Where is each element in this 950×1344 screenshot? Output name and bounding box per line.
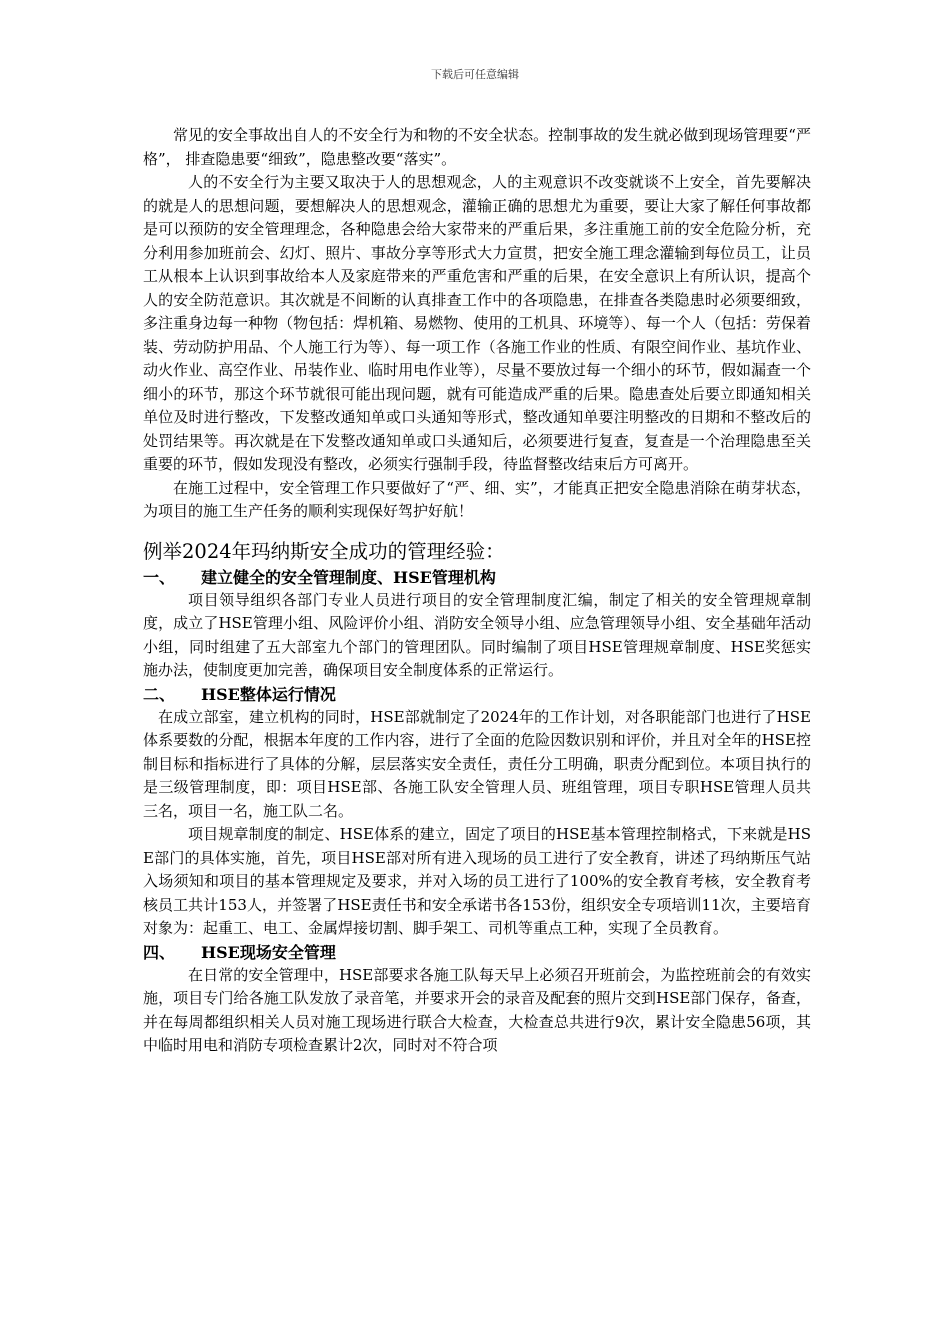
section-title: HSE现场安全管理: [201, 942, 336, 962]
section-number: 四、: [143, 942, 176, 962]
paragraph-intro: 常见的安全事故出自人的不安全行为和物的不安全状态。控制事故的发生就必做到现场管理要“严格”， 排查隐患要“细致”，隐患整改要“落实”。: [143, 126, 811, 168]
page-header: 下载后可任意编辑: [431, 68, 519, 81]
section-number: 二、: [143, 684, 176, 704]
paragraph-thinking: 人的不安全行为主要又取决于人的思想观念，人的主观意识不改变就谈不上安全，首先要解决的就是人的思想问题，要想解决人的思想观念，灌输正确的思想尤为重要，要让大家了解任何事故都是可以预防的安全管理理念，各种隐患会给大家带来的严重后果，多注重施工前的安全危险分析，充分利用参加班前会、幻灯、照片、事故分享等形式大力宣贯，把安全施工理念灌输到每位员工，让员工从根本上认识到事故给本人及家庭带来的严重危害和严重的后果，在安全意识上有所认识，提高个人的安全防范意识。其次就是不间断的认真排查工作中的各项隐患，在排查各类隐患时必须要细致，多注重身边每一种物（物包括：焊机箱、易燃物、使用的工机具、环境等）、每一个人（包括：劳保着装、劳动防护用品、个人施工行为等）、每一项工作（各施工作业的性质、有限空间作业、基坑作业、动火作业、高空作业、吊装作业、临时用电作业等），尽量不要放过每一个细小的环节，假如漏查一个细小的环节，那这个环节就很可能出现问题，就有可能造成严重的后果。隐患查处后要立即通知相关单位及时进行整改，下发整改通知单或口头通知等形式，整改通知单要注明整改的日期和不整改后的处罚结果等。再次就是在下发整改通知单或口头通知后，必须要进行复查，复查是一个治理隐患至关重要的环节，假如发现没有整改，必须实行强制手段，待监督整改结束后方可离开。: [143, 173, 811, 473]
section-heading-4: [143, 941, 811, 964]
section-heading-1: [143, 566, 811, 589]
section-4-paragraph: 在日常的安全管理中，HSE部要求各施工队每天早上必须召开班前会，为监控班前会的有效实施，项目专门给各施工队发放了录音笔，并要求开会的录音及配套的照片交到HSE部门保存，备查，并在每周都组织相关人员对施工现场进行联合大检查，大检查总共进行9次，累计安全隐患56项，其中临时用电和消防专项检查累计2次，同时对不符合项: [143, 965, 811, 1054]
section-1-paragraph: 项目领导组织各部门专业人员进行项目的安全管理制度汇编，制定了相关的安全管理规章制度，成立了HSE管理小组、风险评价小组、消防安全领导小组、应急管理领导小组、安全基础年活动小组，同时组建了五大部室九个部门的管理团队。同时编制了项目HSE管理规章制度、HSE奖惩实施办法，使制度更加完善，确保项目安全制度体系的正常运行。: [143, 590, 811, 679]
spacer: [143, 524, 811, 538]
paragraph-conclusion: 在施工过程中，安全管理工作只要做好了“严、细、实”，才能真正把安全隐患消除在萌芽状态，为项目的施工生产任务的顺利实现保好驾护好航！: [143, 478, 811, 520]
section-title: HSE整体运行情况: [201, 684, 336, 704]
section-2-paragraph-1: 在成立部室，建立机构的同时，HSE部就制定了2024年的工作计划，对各职能部门也进行了HSE体系要数的分配，根据本年度的工作内容，进行了全面的危险因数识别和评价，并且对全年的HSE控制目标和指标进行了具体的分解，层层落实安全责任，责任分工明确，职责分配到位。本项目执行的是三级管理制度，即：项目HSE部、各施工队安全管理人员、班组管理，项目专职HSE管理人员共三名，项目一名，施工队二名。: [143, 707, 811, 820]
section-heading-2: [143, 683, 811, 706]
document-body: [143, 124, 811, 1058]
main-title: 例举2024年玛纳斯安全成功的管理经验：: [143, 539, 505, 563]
section-title: 建立健全的安全管理制度、HSE管理机构: [201, 567, 496, 587]
section-number: 一、: [143, 567, 176, 587]
section-2-paragraph-2: 项目规章制度的制定、HSE体系的建立，固定了项目的HSE基本管理控制格式，下来就是HSE部门的具体实施，首先，项目HSE部对所有进入现场的员工进行了安全教育，讲述了玛纳斯压气站入场须知和项目的基本管理规定及要求，并对入场的员工进行了100%的安全教育考核，安全教育考核员工共计153人，并签署了HSE责任书和安全承诺书各153份，组织安全专项培训11次，主要培育对象为：起重工、电工、金属焊接切割、脚手架工、司机等重点工种，实现了全员教育。: [143, 825, 811, 937]
